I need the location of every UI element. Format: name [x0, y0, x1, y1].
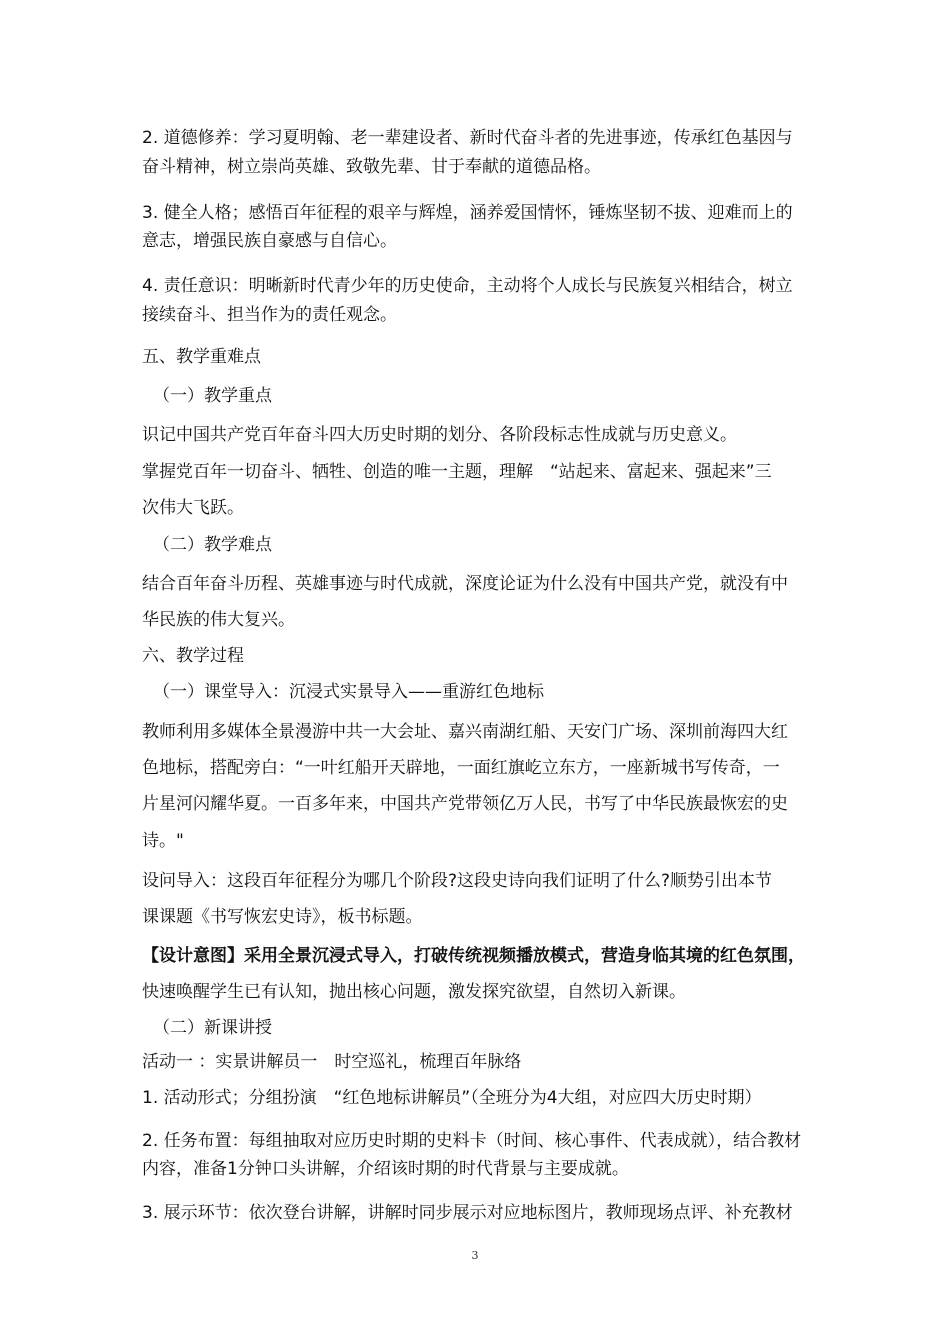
text-line: 接续奋斗、担当作为的责任观念。 [142, 305, 397, 325]
text-line: 4. 责任意识：明晰新时代青少年的历史使命，主动将个人成长与民族复兴相结合，树立 [142, 276, 793, 296]
text-line: 次伟大飞跃。 [142, 498, 244, 518]
text-line: 奋斗精神，树立崇尚英雄、致敬先辈、甘于奉献的道德品格。 [142, 157, 601, 177]
page-number: 3 [471, 1249, 479, 1262]
text-line: 华民族的伟大复兴。 [142, 610, 295, 630]
section-heading: 六、教学过程 [142, 646, 244, 666]
text-line: 片星河闪耀华夏。一百多年来，中国共产党带领亿万人民，书写了中华民族最恢宏的史 [142, 794, 788, 814]
text-line: 快速唤醒学生已有认知，抛出核心问题，激发探究欲望，自然切入新课。 [142, 982, 686, 1002]
text-line: 内容，准备1分钟口头讲解，介绍该时期的时代背景与主要成就。 [142, 1159, 629, 1179]
text-line: 1. 活动形式；分组扮演 “红色地标讲解员”（全班分为4大组，对应四大历史时期） [142, 1088, 762, 1108]
text-line: 色地标，搭配旁白：“一叶红船开天辟地，一面红旗屹立东方，一座新城书写传奇，一 [142, 758, 780, 778]
text-line: 课课题《书写恢宏史诗》，板书标题。 [142, 907, 423, 927]
subsection-heading: （二）教学难点 [153, 535, 272, 555]
text-line: 掌握党百年一切奋斗、牺牲、创造的唯一主题，理解 “站起来、富起来、强起来”三 [142, 462, 772, 482]
design-intent-line: 【设计意图】采用全景沉浸式导入，打破传统视频播放模式，营造身临其境的红色氛围， [142, 946, 805, 966]
text-line: 设问导入：这段百年征程分为哪几个阶段?这段史诗向我们证明了什么?顺势引出本节 [142, 871, 773, 891]
text-line: 意志，增强民族自豪感与自信心。 [142, 231, 397, 251]
subsection-heading: （一）课堂导入：沉浸式实景导入——重游红色地标 [153, 682, 544, 702]
text-line: 2. 道德修养：学习夏明翰、老一辈建设者、新时代奋斗者的先进事迹，传承红色基因与 [142, 128, 793, 148]
subsection-heading: （二）新课讲授 [153, 1018, 272, 1038]
subsection-heading: （一）教学重点 [153, 386, 272, 406]
activity-heading: 活动一 ：实景讲解员一 时空巡礼，梳理百年脉络 [142, 1052, 522, 1072]
section-heading: 五、教学重难点 [142, 347, 261, 367]
text-line: 识记中国共产党百年奋斗四大历史时期的划分、各阶段标志性成就与历史意义。 [142, 425, 737, 445]
text-line: 结合百年奋斗历程、英雄事迹与时代成就，深度论证为什么没有中国共产党，就没有中 [142, 574, 788, 594]
text-line: 2. 任务布置：每组抽取对应历史时期的史料卡（时间、核心事件、代表成就），结合教材 [142, 1131, 802, 1151]
text-line: 3. 展示环节：依次登台讲解，讲解时同步展示对应地标图片，教师现场点评、补充教材 [142, 1203, 793, 1223]
text-line: 3. 健全人格；感悟百年征程的艰辛与辉煌，涵养爱国情怀，锤炼坚韧不拔、迎难而上的 [142, 203, 793, 223]
text-line: 教师利用多媒体全景漫游中共一大会址、嘉兴南湖红船、天安门广场、深圳前海四大红 [142, 722, 788, 742]
text-line: 诗。" [142, 831, 184, 851]
